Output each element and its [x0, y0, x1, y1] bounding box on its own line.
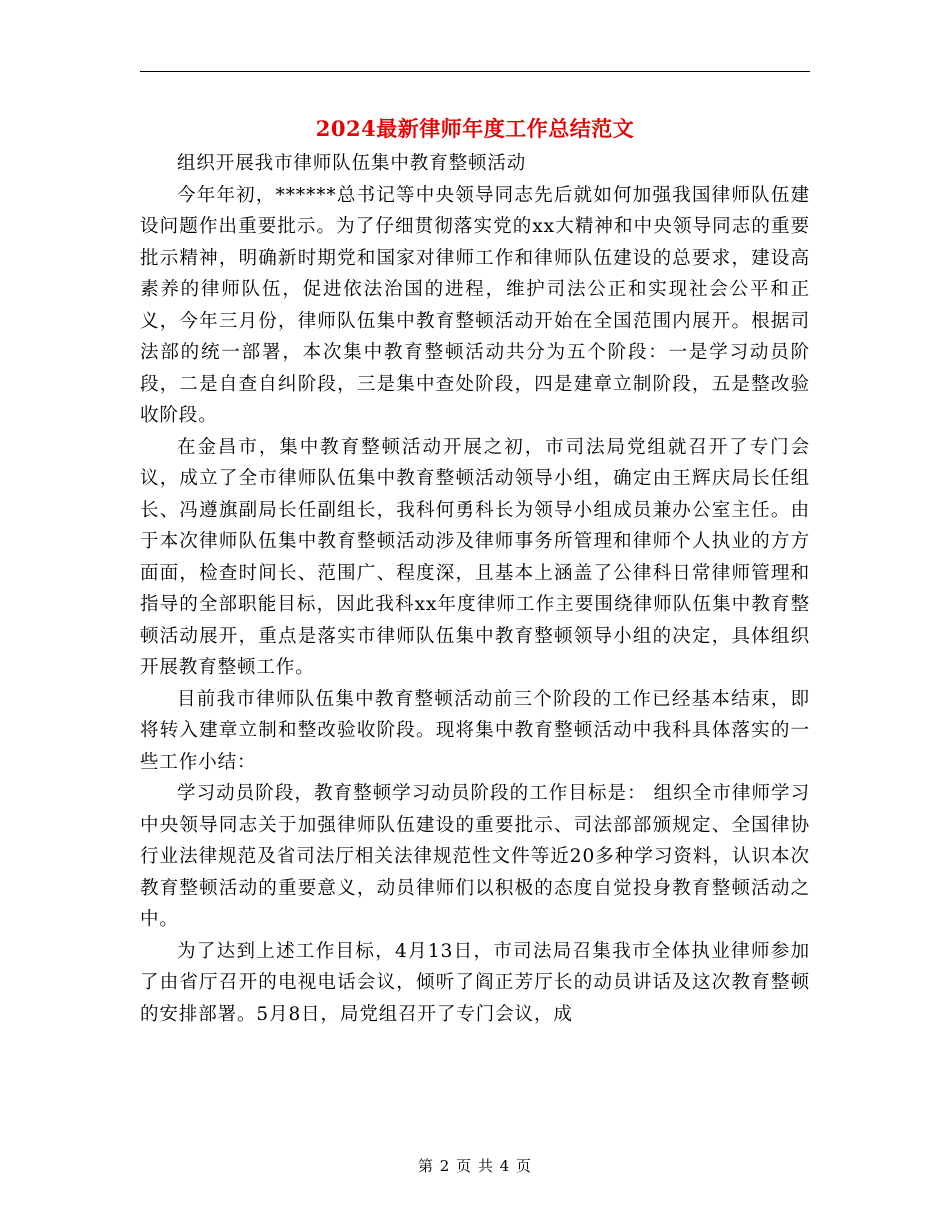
- paragraph-heading: 组织开展我市律师队伍集中教育整顿活动: [177, 153, 527, 174]
- paragraph: 今年年初，******总书记等中央领导同志先后就如何加强我国律师队伍建设问题作出重要批示。为了仔细贯彻落实党的xx大精神和中央领导同志的重要批示精神，明确新时期党和国家对律师工作和律师队伍建设的总要求，建设高素养的律师队伍，促进依法治国的进程，维护司法公正和实现社会公平和正义，今年三月份，律师队伍集中教育整顿活动开始在全国范围内展开。根据司法部的统一部署，本次集中教育整顿活动共分为五个阶段：一是学习动员阶段，二是自查自纠阶段，三是集中查处阶段，四是建章立制阶段，五是整改验收阶段。: [140, 184, 810, 426]
- document-title: 2024最新律师年度工作总结范文: [315, 116, 635, 141]
- paragraph: 为了达到上述工作目标，4月13日，市司法局召集我市全体执业律师参加了由省厅召开的电视电话会议，倾听了阎正芳厅长的动员讲话及这次教育整顿的安排部署。5月8日，局党组召开了专门会议，成: [140, 940, 810, 1025]
- paragraph: 在金昌市，集中教育整顿活动开展之初，市司法局党组就召开了专门会议，成立了全市律师队伍集中教育整顿活动领导小组，确定由王辉庆局长任组长、冯遵旗副局长任副组长，我科何勇科长为领导小组成员兼办公室主任。由于本次律师队伍集中教育整顿活动涉及律师事务所管理和律师个人执业的方方面面，检查时间长、范围广、程度深，且基本上涵盖了公律科日常律师管理和指导的全部职能目标，因此我科xx年度律师工作主要围绕律师队伍集中教育整顿活动展开，重点是落实市律师队伍集中教育整顿领导小组的决定，具体组织开展教育整顿工作。: [140, 436, 810, 678]
- document-body: [140, 148, 810, 1030]
- paragraph: 目前我市律师队伍集中教育整顿活动前三个阶段的工作已经基本结束，即将转入建章立制和整改验收阶段。现将集中教育整顿活动中我科具体落实的一些工作小结：: [140, 688, 810, 773]
- paragraph: 学习动员阶段，教育整顿学习动员阶段的工作目标是： 组织全市律师学习中央领导同志关于加强律师队伍建设的重要批示、司法部部颁规定、全国律协行业法律规范及省司法厅相关法律规范性文件等近20多种学习资料，认识本次教育整顿活动的重要意义，动员律师们以积极的态度自觉投身教育整顿活动之中。: [140, 783, 810, 930]
- header-rule: [140, 71, 810, 72]
- page-number: 第 2 页 共 4 页: [418, 1157, 532, 1175]
